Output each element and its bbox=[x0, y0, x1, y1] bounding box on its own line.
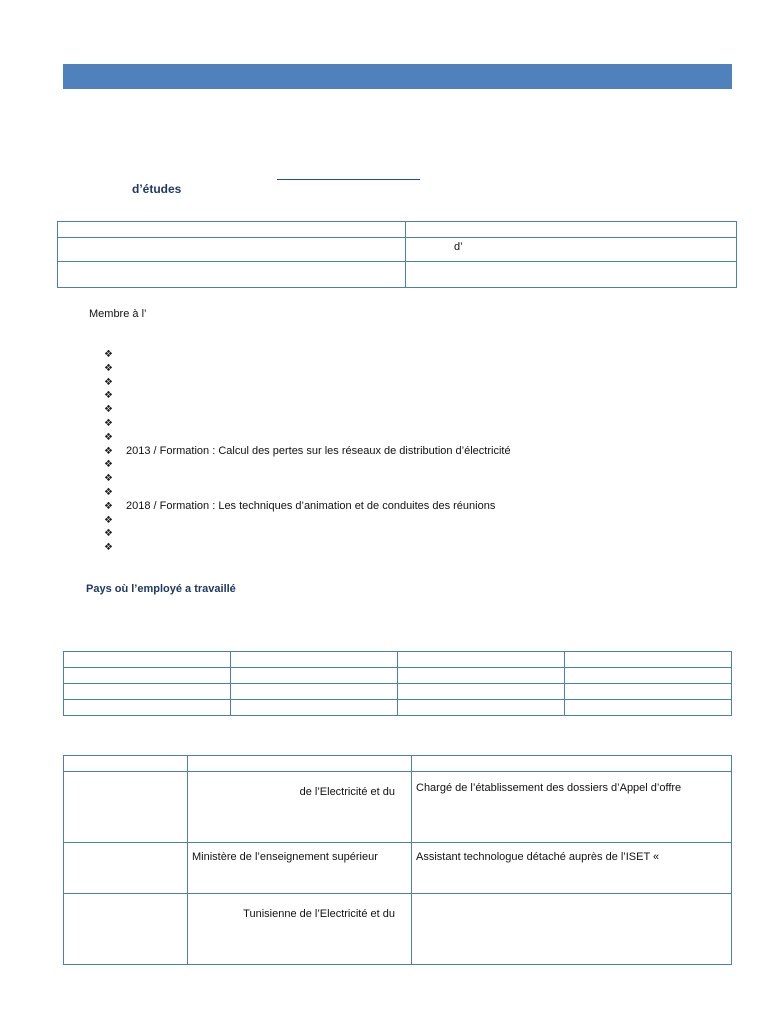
table-cell bbox=[58, 238, 406, 262]
training-list bbox=[104, 348, 704, 555]
table-cell bbox=[231, 652, 398, 668]
diamond-bullet-icon: ❖ bbox=[104, 376, 113, 388]
list-item bbox=[104, 403, 704, 417]
diamond-bullet-icon: ❖ bbox=[104, 542, 113, 554]
table-row bbox=[64, 668, 732, 684]
list-item bbox=[104, 445, 704, 459]
list-item bbox=[104, 541, 704, 555]
diamond-bullet-icon: ❖ bbox=[104, 459, 113, 471]
table-cell bbox=[64, 652, 231, 668]
list-item bbox=[104, 500, 704, 514]
table-cell bbox=[565, 700, 732, 716]
diamond-bullet-icon: ❖ bbox=[104, 349, 113, 360]
list-item bbox=[104, 514, 704, 528]
table-cell bbox=[398, 700, 565, 716]
diamond-bullet-icon: ❖ bbox=[104, 431, 113, 443]
table-cell bbox=[398, 652, 565, 668]
table-row bbox=[64, 700, 732, 716]
table-row bbox=[64, 684, 732, 700]
table-cell: Ministère de l’enseignement supérieur bbox=[188, 843, 412, 894]
table-cell bbox=[565, 652, 732, 668]
table-cell bbox=[412, 756, 732, 772]
list-item bbox=[104, 417, 704, 431]
diamond-bullet-icon: ❖ bbox=[104, 404, 113, 416]
table-cell bbox=[64, 756, 188, 772]
list-item bbox=[104, 348, 704, 362]
table-cell: d’ bbox=[406, 238, 737, 262]
list-item bbox=[104, 362, 704, 376]
table-cell: Tunisienne de l’Electricité et du bbox=[188, 894, 412, 965]
table-row bbox=[64, 843, 732, 894]
table-cell bbox=[565, 668, 732, 684]
section-heading-etudes: d’études bbox=[132, 182, 182, 196]
list-item bbox=[104, 486, 704, 500]
table-cell bbox=[64, 700, 231, 716]
table-cell bbox=[398, 668, 565, 684]
header-bar bbox=[63, 64, 732, 89]
table-cell: Chargé de l’établissement des dossiers d’Appel d’offre bbox=[412, 772, 732, 843]
table-row bbox=[64, 652, 732, 668]
list-item bbox=[104, 376, 704, 390]
table-cell bbox=[412, 894, 732, 965]
list-item bbox=[104, 527, 704, 541]
membre-text: Membre à l’ bbox=[89, 308, 147, 320]
table-row bbox=[64, 772, 732, 843]
countries-table bbox=[63, 651, 732, 716]
table-cell bbox=[58, 262, 406, 288]
table-cell bbox=[64, 843, 188, 894]
diamond-bullet-icon: ❖ bbox=[104, 390, 113, 402]
table-row bbox=[64, 894, 732, 965]
table-row bbox=[58, 262, 737, 288]
employment-table bbox=[63, 755, 732, 965]
table-cell: Assistant technologue détaché auprès de l’ISET « bbox=[412, 843, 732, 894]
table-cell bbox=[188, 756, 412, 772]
list-item bbox=[104, 458, 704, 472]
table-cell bbox=[64, 684, 231, 700]
diamond-bullet-icon: ❖ bbox=[104, 362, 113, 374]
table-cell bbox=[64, 668, 231, 684]
table-cell bbox=[406, 262, 737, 288]
table-cell bbox=[231, 700, 398, 716]
table-row bbox=[58, 238, 737, 262]
table-cell bbox=[58, 222, 406, 238]
table-cell bbox=[64, 772, 188, 843]
table-row bbox=[64, 756, 732, 772]
diamond-bullet-icon: ❖ bbox=[104, 500, 113, 512]
list-item-text: 2018 / Formation : Les techniques d’animation et de conduites des réunions bbox=[126, 499, 496, 512]
table-cell bbox=[398, 684, 565, 700]
section-heading-pays: Pays où l’employé a travaillé bbox=[86, 583, 236, 595]
diamond-bullet-icon: ❖ bbox=[104, 445, 113, 457]
list-item bbox=[104, 431, 704, 445]
diamond-bullet-icon: ❖ bbox=[104, 473, 113, 485]
diamond-bullet-icon: ❖ bbox=[104, 514, 113, 526]
diamond-bullet-icon: ❖ bbox=[104, 417, 113, 429]
table-cell bbox=[231, 684, 398, 700]
table-cell bbox=[565, 684, 732, 700]
table-cell bbox=[64, 894, 188, 965]
list-item bbox=[104, 389, 704, 403]
education-table bbox=[57, 221, 737, 288]
table-cell: de l’Electricité et du bbox=[188, 772, 412, 843]
table-cell bbox=[406, 222, 737, 238]
diamond-bullet-icon: ❖ bbox=[104, 486, 113, 498]
list-item bbox=[104, 472, 704, 486]
diamond-bullet-icon: ❖ bbox=[104, 528, 113, 540]
heading-underline bbox=[277, 179, 420, 180]
table-cell bbox=[231, 668, 398, 684]
list-item-text: 2013 / Formation : Calcul des pertes sur les réseaux de distribution d’électricité bbox=[126, 444, 511, 457]
table-row bbox=[58, 222, 737, 238]
